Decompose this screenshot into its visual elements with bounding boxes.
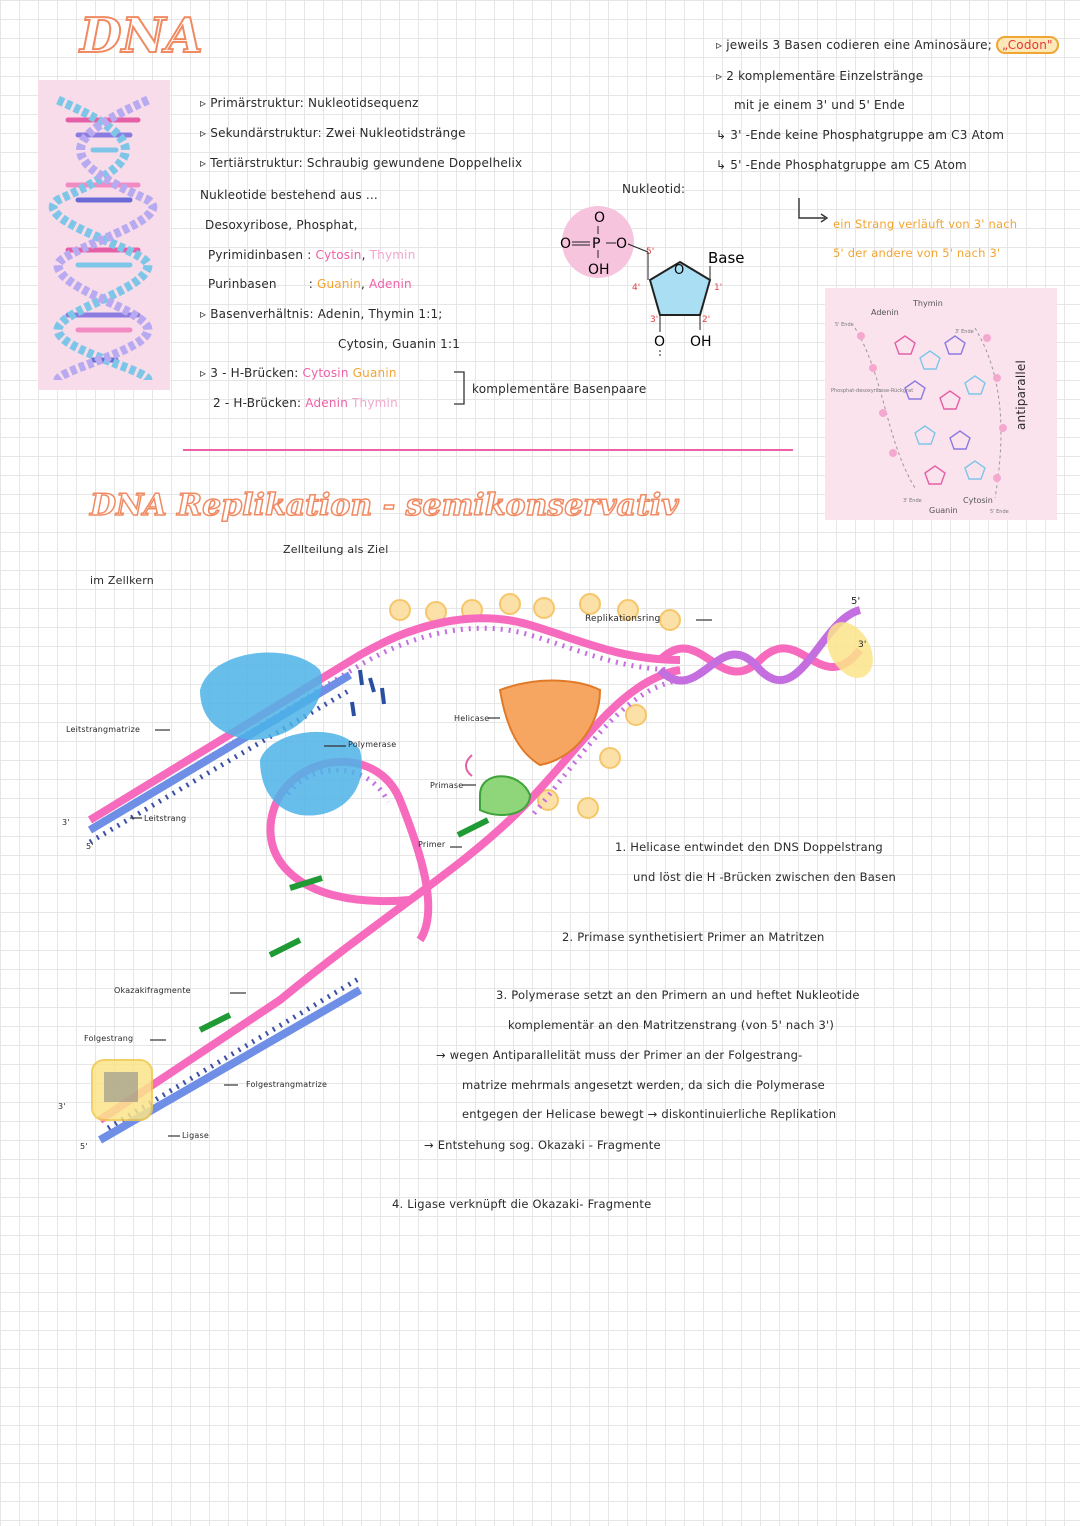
antiparallel-note-2: 5' der andere von 5' nach 3' [833, 246, 1001, 260]
step-1a: 1. Helicase entwindet den DNS Doppelstrang [615, 840, 883, 854]
sugar-phosphate: Desoxyribose, Phosphat, [205, 218, 358, 232]
h-bridges-3: ▹ 3 - H-Brücken: Cytosin Guanin [200, 366, 397, 380]
strand-note-3: ↳ 3' -Ende keine Phosphatgruppe am C3 Atom [716, 128, 1005, 142]
backbone-label: Phosphat-desoxyribose-Rückgrat [831, 388, 914, 394]
secondary-structure: ▹ Sekundärstruktur: Zwei Nukleotidstränge [200, 126, 466, 140]
end5-bottom-label: 5' Ende [990, 509, 1009, 515]
strand-note-2: mit je einem 3' und 5' Ende [734, 98, 906, 112]
nucleotides-intro: Nukleotide bestehend aus ... [200, 188, 378, 202]
label-folgestrang: Folgestrang [84, 1034, 134, 1043]
phosphate-oxygen-top: O [594, 210, 606, 226]
antiparallel-note-1: ein Strang verläuft von 3' nach [833, 217, 1018, 231]
end3-top-label: 3' Ende [955, 329, 974, 335]
c5-label: 5' [646, 247, 655, 257]
location-label: im Zellkern [90, 574, 154, 587]
label-primer: Primer [418, 840, 446, 849]
end3-bottom-label: 3' Ende [903, 498, 922, 504]
label-5-prime-lag: 5' [80, 1142, 88, 1151]
label-leitstrangmatrize: Leitstrangmatrize [66, 725, 141, 734]
replication-subtitle: Zellteilung als Ziel [283, 543, 389, 556]
step-2: 2. Primase synthetisiert Primer an Matritzen [562, 930, 825, 944]
base-label: Base [708, 249, 745, 267]
phosphorus: P [592, 236, 601, 252]
base-ratio-1: ▹ Basenverhältnis: Adenin, Thymin 1:1; [200, 307, 443, 321]
label-3-prime-lag: 3' [58, 1102, 66, 1111]
label-helicase: Helicase [454, 714, 490, 723]
sugar-oxygen: O [654, 334, 666, 350]
nucleotide-label: Nukleotid: [622, 182, 686, 196]
adenin-label: Adenin [871, 308, 899, 317]
c1-label: 1' [714, 283, 723, 293]
phosphate-hydroxyl: OH [588, 262, 610, 278]
label-3-prime-top: 3' [858, 640, 867, 650]
label-primase: Primase [430, 781, 464, 790]
step-3d: matrize mehrmals angesetzt werden, da sich die Polymerase [462, 1078, 825, 1092]
label-replikationsring: Replikationsring [585, 614, 661, 624]
antiparallel-label: antiparallel [1014, 359, 1028, 430]
phosphate-oxygen-right: O [616, 236, 628, 252]
label-polymerase: Polymerase [348, 740, 397, 749]
ring-oxygen: O [674, 263, 685, 278]
c2-label: 2' [702, 315, 711, 325]
primary-structure: ▹ Primärstruktur: Nukleotidsequenz [200, 96, 419, 110]
section-divider [183, 449, 793, 451]
step-3b: komplementär an den Matritzenstrang (von 5' nach 3') [508, 1018, 835, 1032]
purine-bases: Purinbasen : Guanin, Adenin [208, 277, 412, 291]
page-title: DNA [80, 8, 203, 64]
step-3g: → Entstehung sog. Okazaki - Fragmente [424, 1138, 661, 1152]
tertiary-structure: ▹ Tertiärstruktur: Schraubig gewundene Doppelhelix [200, 156, 523, 170]
pyrimidine-bases: Pyrimidinbasen : Cytosin, Thymin [208, 248, 416, 262]
arrow-icon [795, 196, 831, 226]
c4-label: 4' [632, 283, 641, 293]
strand-note-4: ↳ 5' -Ende Phosphatgruppe am C5 Atom [716, 158, 967, 172]
phosphate-oxygen-left: O [560, 236, 572, 252]
dna-helix-illustration [38, 80, 170, 390]
sugar-hydroxyl: OH [690, 334, 712, 350]
nucleotide-diagram [552, 200, 762, 360]
thymin-label: Thymin [913, 299, 943, 308]
label-5-prime-top: 5' [851, 596, 861, 607]
step-3a: 3. Polymerase setzt an den Primern an und heftet Nukleotide [496, 988, 860, 1002]
h-bridges-2: 2 - H-Brücken: Adenin Thymin [213, 396, 398, 410]
label-3-prime-lead: 3' [62, 818, 70, 827]
label-leitstrang: Leitstrang [144, 814, 187, 823]
base-ratio-2: Cytosin, Guanin 1:1 [338, 337, 461, 351]
step-3e: entgegen der Helicase bewegt → diskontinuierliche Replikation [462, 1107, 837, 1121]
cytosin-label: Cytosin [963, 496, 993, 505]
label-okazakifragmente: Okazakifragmente [114, 986, 191, 995]
strand-note-1: ▹ 2 komplementäre Einzelstränge [716, 69, 924, 83]
complementary-pairs-label: komplementäre Basenpaare [472, 382, 647, 396]
label-5-prime-lead: 5' [86, 842, 94, 851]
label-folgestrangmatrize: Folgestrangmatrize [246, 1080, 328, 1089]
step-1b: und löst die H -Brücken zwischen den Basen [633, 870, 896, 884]
pairs-bracket [452, 368, 472, 408]
replication-title: DNA Replikation - semikonservativ [90, 488, 679, 523]
c3-label: 3' [650, 315, 659, 325]
step-4: 4. Ligase verknüpft die Okazaki- Fragmente [392, 1197, 652, 1211]
end5-top-label: 5' Ende [835, 322, 854, 328]
step-3c: → wegen Antiparallelität muss der Primer an der Folgestrang- [436, 1048, 803, 1062]
codon-note: ▹ jeweils 3 Basen codieren eine Aminosäure; „Codon" [716, 38, 1059, 52]
guanin-label: Guanin [929, 506, 958, 515]
label-ligase: Ligase [182, 1131, 209, 1140]
